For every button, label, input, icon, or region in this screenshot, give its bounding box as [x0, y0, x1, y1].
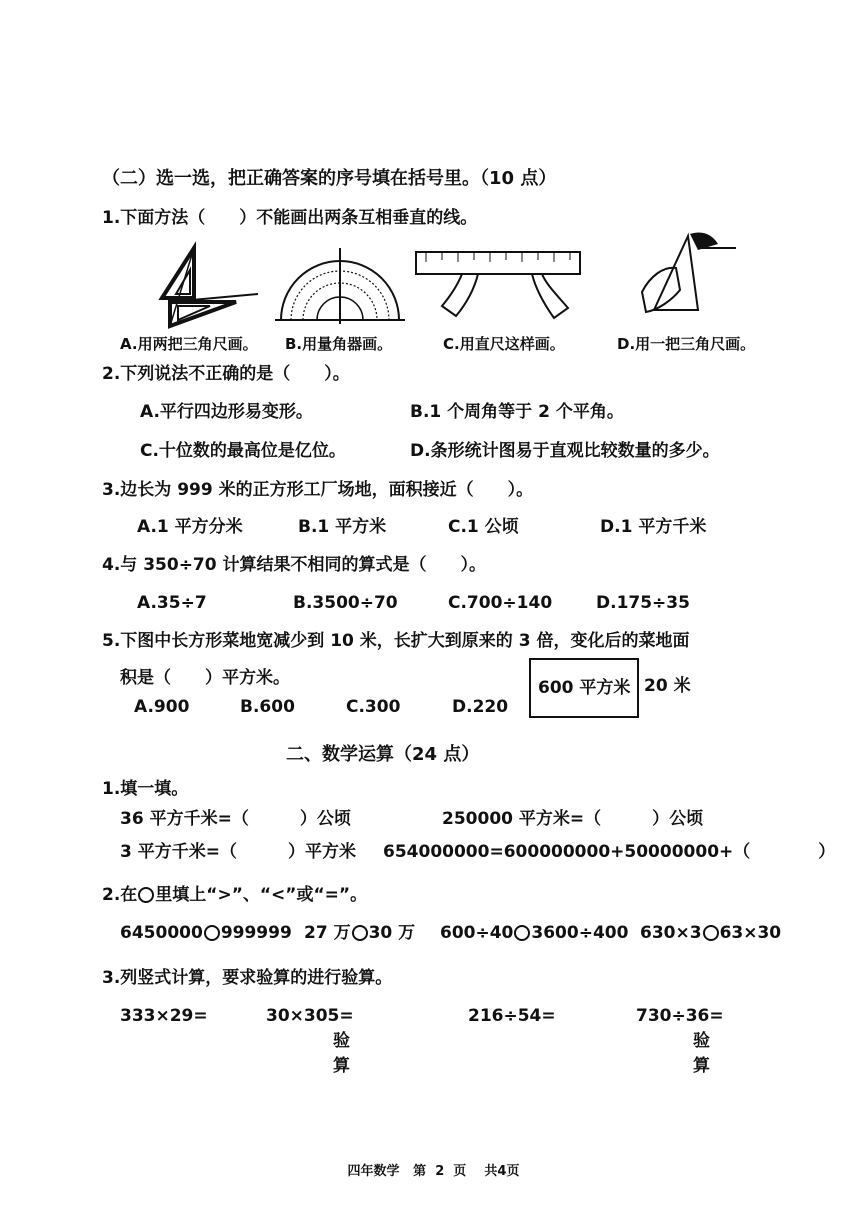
page-footer	[0, 1160, 867, 1179]
compare-4-circle[interactable]	[703, 925, 719, 941]
q5-option-d[interactable]: D.220	[452, 697, 509, 717]
question-5-stem-line2: 积是（ ）平方米。	[120, 668, 290, 688]
compare-1-right: 999999	[220, 923, 292, 943]
q1-option-a[interactable]: A.用两把三角尺画。	[120, 335, 258, 353]
q2-option-c[interactable]: C.十位数的最高位是亿位。	[140, 441, 346, 461]
question-5-stem-line1: 5.下图中长方形菜地宽减少到 10 米，长扩大到原来的 3 倍，变化后的菜地面	[102, 631, 690, 651]
q5-option-b[interactable]: B.600	[240, 697, 295, 717]
compare-item-2	[304, 925, 415, 942]
section-heading-calc: 二、数学运算（24 点）	[286, 744, 480, 765]
ruler-with-hands-picture	[412, 248, 584, 330]
calc-q2-title	[102, 887, 367, 904]
fill-3-sq-km[interactable]: 3 平方千米=（ ）平方米	[120, 842, 356, 862]
plot-width-label: 20 米	[644, 676, 691, 696]
check-label-2-char2: 算	[333, 1056, 350, 1076]
q2-option-a[interactable]: A.平行四边形易变形。	[140, 402, 313, 422]
compare-2-right: 30 万	[368, 923, 416, 943]
compare-3-left: 600÷40	[440, 923, 514, 943]
q4-option-d[interactable]: D.175÷35	[596, 593, 690, 613]
q4-option-a[interactable]: A.35÷7	[137, 593, 207, 613]
q1-option-d[interactable]: D.用一把三角尺画。	[617, 335, 756, 353]
check-label-2-char1: 验	[333, 1031, 350, 1051]
footer-page-post: 页	[453, 1164, 467, 1179]
compare-2-circle[interactable]	[352, 925, 368, 941]
q3-option-b[interactable]: B.1 平方米	[298, 517, 387, 537]
q1-option-b[interactable]: B.用量角器画。	[285, 335, 393, 353]
question-3-stem: 3.边长为 999 米的正方形工厂场地，面积接近（ ）。	[102, 480, 534, 500]
vertical-calc-2[interactable]: 30×305=	[266, 1006, 354, 1026]
q3-option-a[interactable]: A.1 平方分米	[137, 517, 243, 537]
q4-option-b[interactable]: B.3500÷70	[293, 593, 398, 613]
section-heading-choice: （二）选一选，把正确答案的序号填在括号里。（10 点）	[102, 168, 557, 189]
q3-option-c[interactable]: C.1 公顷	[448, 517, 519, 537]
plot-area-label: 600 平方米	[538, 678, 631, 698]
check-label-4-char2: 算	[693, 1056, 710, 1076]
vertical-calc-4[interactable]: 730÷36=	[636, 1006, 724, 1026]
footer-subject: 四年数学	[347, 1164, 400, 1179]
question-2-stem: 2.下列说法不正确的是（ ）。	[102, 364, 350, 384]
compare-3-right: 3600÷400	[531, 923, 629, 943]
q5-option-a[interactable]: A.900	[134, 697, 190, 717]
q2-option-b[interactable]: B.1 个周角等于 2 个平角。	[410, 402, 624, 422]
protractor-picture	[275, 244, 405, 326]
compare-1-circle[interactable]	[204, 925, 220, 941]
q3-option-d[interactable]: D.1 平方千米	[600, 517, 707, 537]
q4-option-c[interactable]: C.700÷140	[448, 593, 553, 613]
calc-q2-title-post: 里填上“>”、“<”或“=”。	[155, 885, 368, 905]
compare-1-left: 6450000	[120, 923, 203, 943]
one-triangle-ruler-picture	[628, 226, 738, 326]
vertical-calc-3[interactable]: 216÷54=	[468, 1006, 556, 1026]
question-4-stem: 4.与 350÷70 计算结果不相同的算式是（ ）。	[102, 555, 487, 575]
calc-q2-title-pre: 2.在	[102, 885, 138, 905]
compare-4-left: 630×3	[640, 923, 702, 943]
q5-option-c[interactable]: C.300	[346, 697, 401, 717]
q2-option-d[interactable]: D.条形统计图易于直观比较数量的多少。	[410, 441, 720, 461]
fill-250000-sq-m[interactable]: 250000 平方米=（ ）公顷	[442, 809, 704, 829]
compare-3-circle[interactable]	[514, 925, 530, 941]
compare-item-4	[640, 925, 781, 942]
compare-4-right: 63×30	[719, 923, 782, 943]
footer-page-pre: 第	[413, 1164, 427, 1179]
calc-q1-title: 1.填一填。	[102, 779, 189, 799]
footer-total: 共4页	[484, 1164, 520, 1179]
compare-item-3	[440, 925, 628, 942]
calc-q3-title: 3.列竖式计算，要求验算的进行验算。	[102, 968, 393, 988]
footer-page-num: 2	[435, 1164, 445, 1179]
fill-36-sq-km[interactable]: 36 平方千米=（ ）公顷	[120, 809, 351, 829]
q1-option-c[interactable]: C.用直尺这样画。	[443, 335, 565, 353]
check-label-4-char1: 验	[693, 1031, 710, 1051]
circle-icon	[138, 887, 154, 903]
question-1-stem: 1.下面方法（ ）不能画出两条互相垂直的线。	[102, 208, 478, 228]
compare-2-left: 27 万	[304, 923, 351, 943]
two-triangle-rulers-picture	[150, 240, 260, 330]
compare-item-1	[120, 925, 292, 942]
fill-654000000[interactable]: 654000000=600000000+50000000+（ ）	[383, 842, 836, 862]
vertical-calc-1[interactable]: 333×29=	[120, 1006, 208, 1026]
